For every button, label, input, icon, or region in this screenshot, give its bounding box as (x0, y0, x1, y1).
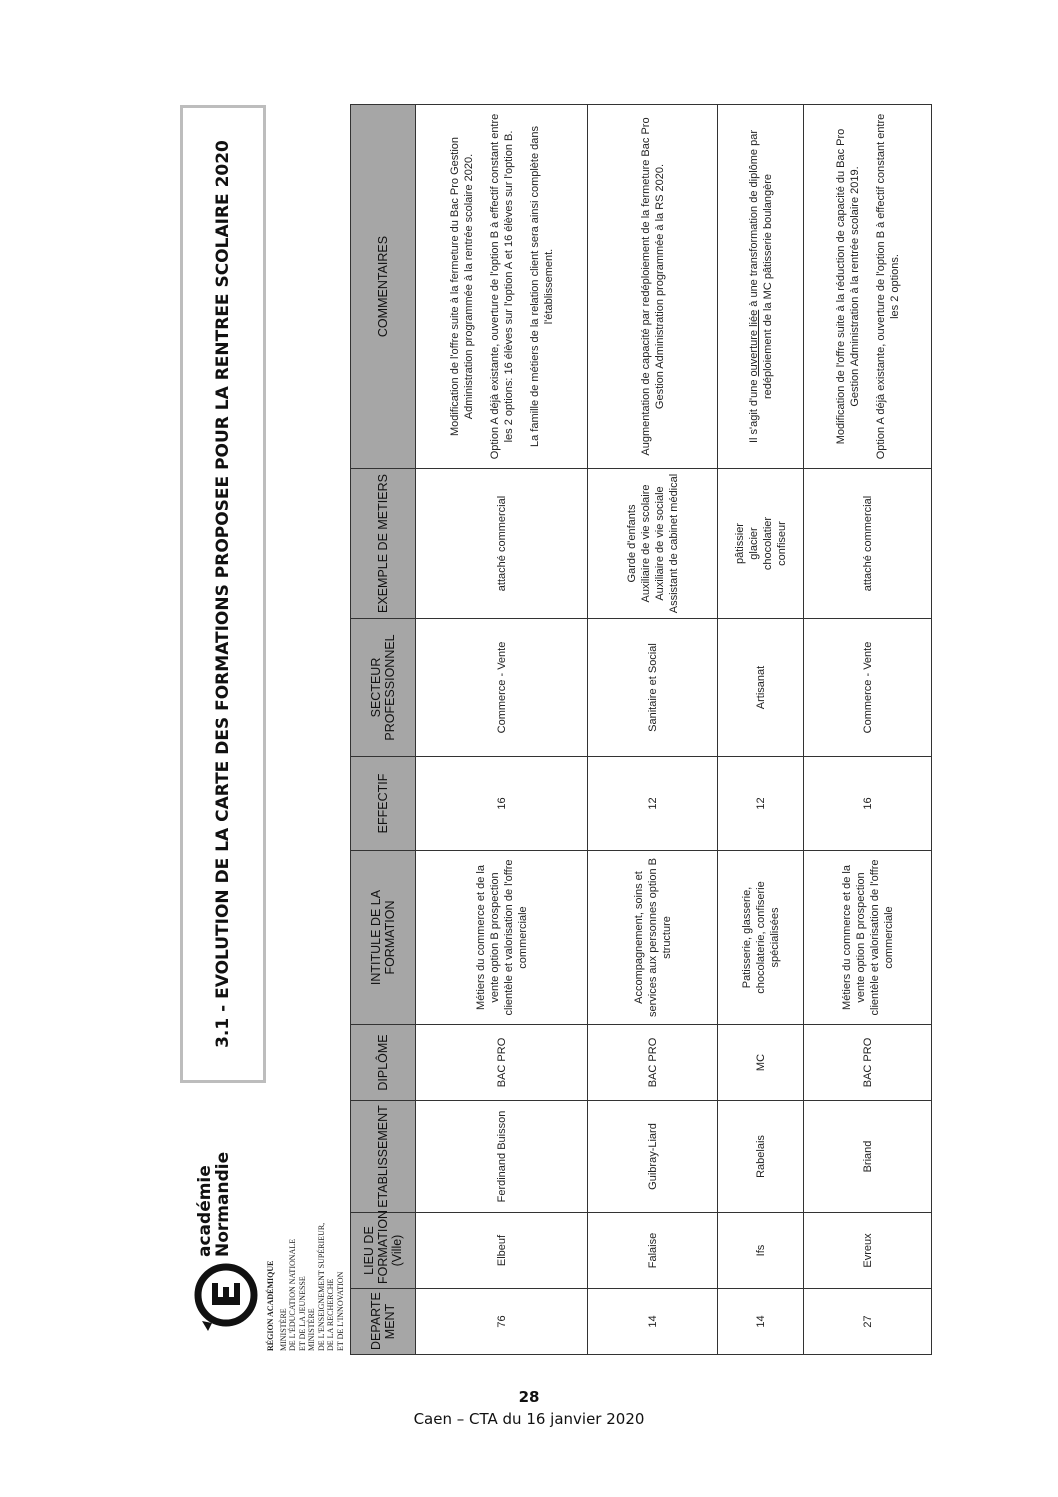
metier-item: Auxiliaire de vie sociale (653, 486, 666, 601)
cell-effectif: 16 (416, 757, 588, 851)
cell-departement: 27 (804, 1289, 932, 1355)
ministry-line: DE L'ÉDUCATION NATIONALE (288, 1238, 297, 1351)
brand-name (196, 1152, 232, 1257)
ministry-line: ET DE LA JEUNESSE (297, 1276, 307, 1351)
cell-commentaires (588, 105, 718, 469)
comment-paragraph: Modification de l'offre suite à la réduction de capacité du Bac Pro Gestion Administration à la rentrée scolaire 2019. (834, 128, 861, 445)
header-intitule: INTITULE DE LA FORMATION (351, 851, 416, 1025)
cell-departement: 14 (588, 1289, 718, 1355)
page-number: 28 (518, 1388, 540, 1406)
cell-secteur: Artisanat (718, 619, 804, 757)
cell-commentaires (718, 105, 804, 469)
cell-departement: 76 (416, 1289, 588, 1355)
cell-departement: 14 (718, 1289, 804, 1355)
cell-effectif: 12 (588, 757, 718, 851)
table-header-row (351, 105, 416, 1355)
cell-intitule: Métiers du commerce et de la vente option B prospection clientèle et valorisation de l'offre commerciale (804, 851, 932, 1025)
academie-emblem-icon (188, 1263, 260, 1335)
metier-item: pâtissier (733, 523, 746, 564)
rotated-landscape-page (180, 105, 901, 1355)
table-row (718, 105, 804, 1355)
cell-lieu: Evreux (804, 1213, 932, 1289)
footer-caption: Caen – CTA du 16 janvier 2020 (413, 1410, 645, 1428)
header-commentaires: COMMENTAIRES (351, 105, 416, 469)
metier-item: attaché commercial (495, 495, 508, 592)
comment-paragraph: Option A déjà existante, ouverture de l'option B à effectif constant entre les 2 options. (874, 113, 901, 460)
metier-item: confiseur (775, 521, 788, 566)
ministry-line: DE L'ENSEIGNEMENT SUPÉRIEUR, (316, 1222, 326, 1351)
brand-line-1: académie (195, 1165, 215, 1257)
cell-metiers (718, 469, 804, 619)
cell-intitule: Patisserie, glasserie, chocolaterie, confiserie spécialisées (718, 851, 804, 1025)
cell-secteur: Commerce - Vente (416, 619, 588, 757)
table-row (804, 105, 932, 1355)
cell-effectif: 12 (718, 757, 804, 851)
cell-intitule: Métiers du commerce et de la vente option B prospection clientèle et valorisation de l'offre commerciale (416, 851, 588, 1025)
region-label: RÉGION ACADÉMIQUE (266, 1260, 275, 1351)
header-lieu: LIEU DE FORMATION (Ville) (351, 1213, 416, 1289)
header-diplome: DIPLÔME (351, 1025, 416, 1101)
cell-diplome: MC (718, 1025, 804, 1101)
cell-diplome: BAC PRO (804, 1025, 932, 1101)
cell-secteur: Commerce - Vente (804, 619, 932, 757)
brand-line-2: Normandie (213, 1151, 233, 1257)
cell-commentaires (416, 105, 588, 469)
comment-text: Il s'agit d'une (747, 376, 760, 444)
metier-item: attaché commercial (861, 495, 874, 592)
ministry-line: MINISTÈRE (307, 1308, 316, 1351)
header-effectif: EFFECTIF (351, 757, 416, 851)
ministry-line: ET DE L'INNOVATION (335, 1271, 345, 1351)
header-secteur: SECTEUR PROFESSIONNEL (351, 619, 416, 757)
cell-lieu: Ifs (718, 1213, 804, 1289)
cell-metiers (416, 469, 588, 619)
header-etablissement: ETABLISSEMENT (351, 1101, 416, 1213)
comment-paragraph: La famille de métiers de la relation client sera ainsi complète dans l'établissement. (528, 126, 555, 447)
cell-diplome: BAC PRO (416, 1025, 588, 1101)
table-row (588, 105, 718, 1355)
header-departement: DEPARTE MENT (351, 1289, 416, 1355)
comment-paragraph: Option A déjà existante, ouverture de l'option B à effectif constant entre les 2 options: 16 élèves sur l'option A et 16 élèves sur l'option B. (488, 113, 515, 460)
table-row (416, 105, 588, 1355)
comment-paragraph (747, 113, 775, 460)
ministry-line: MINISTÈRE (278, 1308, 288, 1351)
metier-item: glacier (747, 527, 760, 560)
cell-commentaires (804, 105, 932, 469)
ministry-lines (266, 1125, 345, 1351)
cell-secteur: Sanitaire et Social (588, 619, 718, 757)
comment-underlined-text: ouverture liée (747, 309, 760, 377)
cell-etablissement: Ferdinand Buisson (416, 1101, 588, 1213)
page-title: 3.1 - EVOLUTION DE LA CARTE DES FORMATIONS PROPOSEE POUR LA RENTREE SCOLAIRE 2020 (180, 105, 266, 1083)
academie-logo (180, 1125, 348, 1355)
cell-diplome: BAC PRO (588, 1025, 718, 1101)
cell-effectif: 16 (804, 757, 932, 851)
metier-item: Auxiliaire de vie scolaire (639, 484, 652, 603)
comment-paragraph: Modification de l'offre suite à la fermeture du Bac Pro Gestion Administration programmée à la rentrée scolaire 2020. (448, 136, 475, 437)
cell-etablissement: Rabelais (718, 1101, 804, 1213)
metier-item: Assistant de cabinet médical (667, 473, 680, 614)
formations-table (350, 104, 932, 1355)
metier-item: chocolatier (761, 516, 774, 571)
cell-lieu: Elbeuf (416, 1213, 588, 1289)
cell-lieu: Falaise (588, 1213, 718, 1289)
cell-etablissement: Guibray-Liard (588, 1101, 718, 1213)
cell-etablissement: Briand (804, 1101, 932, 1213)
comment-text: à une transformation de diplôme par redéploiement de la MC pâtisserie boulangère (747, 130, 774, 400)
comment-paragraph: Augmentation de capacité par redéploiement de la fermeture Bac Pro Gestion Administration programmée à la RS 2020. (639, 117, 666, 456)
cell-intitule: Accompagnement, soins et services aux personnes option B structure (588, 851, 718, 1025)
header-metiers: EXEMPLE DE METIERS (351, 469, 416, 619)
cell-metiers (804, 469, 932, 619)
ministry-line: DE LA RECHERCHE (326, 1278, 335, 1351)
metier-item: Garde d'enfants (625, 504, 638, 583)
cell-metiers (588, 469, 718, 619)
